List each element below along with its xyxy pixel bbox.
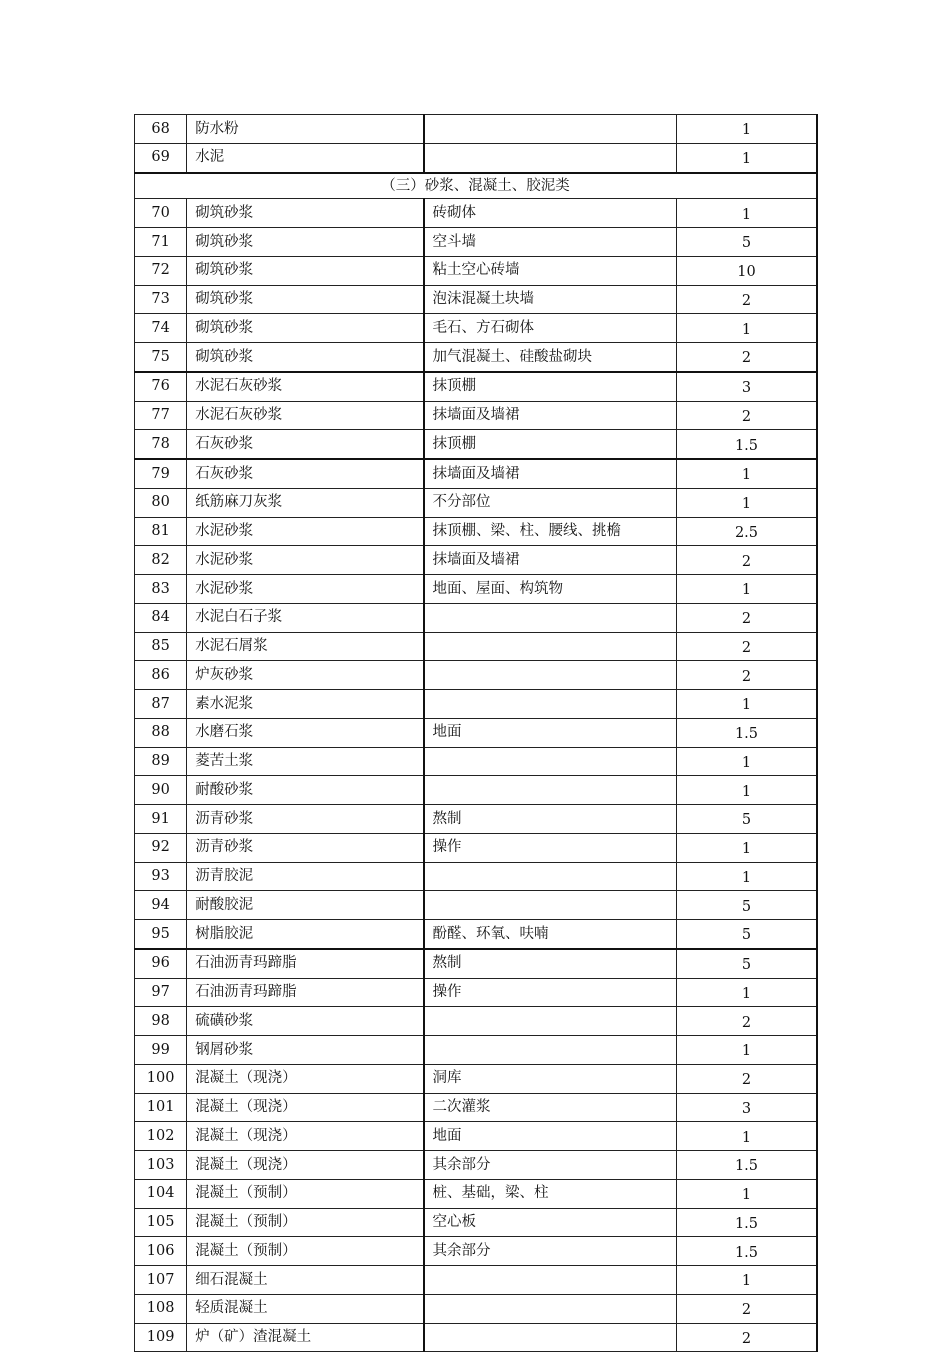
loss-rate-value: 1 — [676, 833, 817, 862]
item-name: 混凝土（现浇） — [187, 1122, 424, 1151]
row-number: 85 — [135, 632, 187, 661]
row-number: 100 — [135, 1064, 187, 1093]
table-row — [135, 1208, 818, 1237]
item-name: 钢屑砂浆 — [187, 1036, 424, 1065]
loss-rate-value: 1 — [676, 314, 817, 343]
item-name: 炉灰砂浆 — [187, 661, 424, 690]
table-row — [135, 372, 818, 401]
row-number: 69 — [135, 143, 187, 172]
item-name: 砌筑砂浆 — [187, 314, 424, 343]
item-name: 素水泥浆 — [187, 690, 424, 719]
row-number: 109 — [135, 1323, 187, 1352]
row-number: 79 — [135, 459, 187, 488]
table-row — [135, 1294, 818, 1323]
item-note: 空心板 — [424, 1208, 677, 1237]
item-name: 石油沥青玛蹄脂 — [187, 978, 424, 1007]
item-name: 纸筋麻刀灰浆 — [187, 488, 424, 517]
table-row — [135, 430, 818, 459]
item-note — [424, 115, 677, 144]
loss-rate-value: 1 — [676, 459, 817, 488]
table-row — [135, 1007, 818, 1036]
item-note — [424, 1294, 677, 1323]
item-note — [424, 632, 677, 661]
loss-rate-value: 2 — [676, 401, 817, 430]
table-row — [135, 833, 818, 862]
item-note: 其余部分 — [424, 1151, 677, 1180]
table-row — [135, 603, 818, 632]
row-number: 92 — [135, 833, 187, 862]
table-row — [135, 1237, 818, 1266]
loss-rate-value: 2 — [676, 285, 817, 314]
item-note: 其余部分 — [424, 1237, 677, 1266]
item-name: 水泥白石子浆 — [187, 603, 424, 632]
item-name: 混凝土（预制） — [187, 1179, 424, 1208]
item-note — [424, 143, 677, 172]
table-row — [135, 459, 818, 488]
item-name: 水泥砂浆 — [187, 546, 424, 575]
loss-rate-value: 1 — [676, 690, 817, 719]
loss-rate-value: 1 — [676, 1179, 817, 1208]
loss-rate-value: 2 — [676, 1323, 817, 1352]
section-title: （三）砂浆、混凝土、胶泥类 — [135, 173, 818, 199]
item-note: 熬制 — [424, 949, 677, 978]
item-name: 沥青砂浆 — [187, 833, 424, 862]
row-number: 88 — [135, 718, 187, 747]
item-note: 抹顶棚 — [424, 430, 677, 459]
table-row — [135, 1093, 818, 1122]
item-note — [424, 1323, 677, 1352]
loss-rate-value: 3 — [676, 372, 817, 401]
item-note — [424, 776, 677, 805]
item-name: 菱苦土浆 — [187, 747, 424, 776]
loss-rate-value: 1.5 — [676, 718, 817, 747]
item-name: 石油沥青玛蹄脂 — [187, 949, 424, 978]
table-body-top — [135, 115, 818, 173]
table-row — [135, 199, 818, 228]
table-row — [135, 256, 818, 285]
row-number: 101 — [135, 1093, 187, 1122]
item-note — [424, 1036, 677, 1065]
item-name: 沥青砂浆 — [187, 805, 424, 834]
loss-rate-value: 1 — [676, 978, 817, 1007]
item-note: 抹墙面及墙裙 — [424, 459, 677, 488]
item-name: 混凝土（预制） — [187, 1237, 424, 1266]
loss-rate-value: 1.5 — [676, 1208, 817, 1237]
row-number: 108 — [135, 1294, 187, 1323]
item-note — [424, 862, 677, 891]
table-row — [135, 1323, 818, 1352]
loss-rate-value: 5 — [676, 949, 817, 978]
item-note: 二次灌浆 — [424, 1093, 677, 1122]
item-name: 石灰砂浆 — [187, 430, 424, 459]
table-row — [135, 632, 818, 661]
table-row — [135, 661, 818, 690]
item-note: 加气混凝土、硅酸盐砌块 — [424, 343, 677, 372]
row-number: 93 — [135, 862, 187, 891]
table-row — [135, 517, 818, 546]
loss-rate-value: 5 — [676, 228, 817, 257]
row-number: 99 — [135, 1036, 187, 1065]
loss-rate-value: 1 — [676, 488, 817, 517]
loss-rate-value: 5 — [676, 805, 817, 834]
row-number: 104 — [135, 1179, 187, 1208]
item-name: 炉（矿）渣混凝土 — [187, 1323, 424, 1352]
item-note: 抹顶棚、梁、柱、腰线、挑檐 — [424, 517, 677, 546]
table-row — [135, 1064, 818, 1093]
item-note: 粘土空心砖墙 — [424, 256, 677, 285]
loss-rate-value: 1.5 — [676, 1237, 817, 1266]
loss-rate-value: 1 — [676, 115, 817, 144]
section-row — [135, 173, 818, 199]
row-number: 95 — [135, 920, 187, 949]
table-row — [135, 285, 818, 314]
row-number: 76 — [135, 372, 187, 401]
table-row — [135, 776, 818, 805]
table-row — [135, 115, 818, 144]
item-name: 硫磺砂浆 — [187, 1007, 424, 1036]
row-number: 71 — [135, 228, 187, 257]
loss-rate-value: 1 — [676, 199, 817, 228]
row-number: 102 — [135, 1122, 187, 1151]
item-note: 不分部位 — [424, 488, 677, 517]
row-number: 73 — [135, 285, 187, 314]
row-number: 81 — [135, 517, 187, 546]
item-name: 砌筑砂浆 — [187, 228, 424, 257]
table-row — [135, 1122, 818, 1151]
loss-rate-value: 1 — [676, 575, 817, 604]
item-note: 桩、基础，梁、柱 — [424, 1179, 677, 1208]
row-number: 82 — [135, 546, 187, 575]
item-name: 砌筑砂浆 — [187, 285, 424, 314]
loss-rate-value: 1.5 — [676, 430, 817, 459]
item-note: 地面 — [424, 718, 677, 747]
item-note: 地面 — [424, 1122, 677, 1151]
loss-rate-value: 2 — [676, 603, 817, 632]
item-note — [424, 1007, 677, 1036]
item-name: 轻质混凝土 — [187, 1294, 424, 1323]
loss-rate-value: 2 — [676, 1007, 817, 1036]
item-note: 抹墙面及墙裙 — [424, 401, 677, 430]
loss-rate-table — [134, 114, 818, 1352]
table-row — [135, 343, 818, 372]
loss-rate-value: 2 — [676, 343, 817, 372]
table-row — [135, 1266, 818, 1295]
item-note: 空斗墙 — [424, 228, 677, 257]
item-note — [424, 603, 677, 632]
item-note: 熬制 — [424, 805, 677, 834]
table-row — [135, 401, 818, 430]
item-name: 砌筑砂浆 — [187, 256, 424, 285]
loss-rate-value: 1 — [676, 1122, 817, 1151]
table-row — [135, 690, 818, 719]
item-name: 混凝土（预制） — [187, 1208, 424, 1237]
table-row — [135, 747, 818, 776]
row-number: 75 — [135, 343, 187, 372]
table-row — [135, 891, 818, 920]
table-row — [135, 1036, 818, 1065]
item-name: 水泥石灰砂浆 — [187, 401, 424, 430]
row-number: 74 — [135, 314, 187, 343]
loss-rate-value: 2 — [676, 1294, 817, 1323]
item-name: 砌筑砂浆 — [187, 199, 424, 228]
loss-rate-value: 5 — [676, 891, 817, 920]
row-number: 86 — [135, 661, 187, 690]
item-name: 沥青胶泥 — [187, 862, 424, 891]
table-row — [135, 575, 818, 604]
row-number: 94 — [135, 891, 187, 920]
table-row — [135, 805, 818, 834]
item-note — [424, 891, 677, 920]
row-number: 70 — [135, 199, 187, 228]
table-row — [135, 228, 818, 257]
row-number: 84 — [135, 603, 187, 632]
loss-rate-value: 1 — [676, 1266, 817, 1295]
item-name: 水泥石灰砂浆 — [187, 372, 424, 401]
row-number: 72 — [135, 256, 187, 285]
item-name: 混凝土（现浇） — [187, 1151, 424, 1180]
loss-rate-value: 2 — [676, 546, 817, 575]
row-number: 105 — [135, 1208, 187, 1237]
item-name: 细石混凝土 — [187, 1266, 424, 1295]
item-note: 抹墙面及墙裙 — [424, 546, 677, 575]
loss-rate-value: 1 — [676, 747, 817, 776]
item-note: 泡沫混凝土块墙 — [424, 285, 677, 314]
row-number: 78 — [135, 430, 187, 459]
row-number: 68 — [135, 115, 187, 144]
row-number: 98 — [135, 1007, 187, 1036]
item-name: 防水粉 — [187, 115, 424, 144]
item-name: 砌筑砂浆 — [187, 343, 424, 372]
row-number: 96 — [135, 949, 187, 978]
loss-rate-value: 3 — [676, 1093, 817, 1122]
table-row — [135, 546, 818, 575]
item-name: 树脂胶泥 — [187, 920, 424, 949]
row-number: 106 — [135, 1237, 187, 1266]
item-note: 酚醛、环氧、呋喃 — [424, 920, 677, 949]
item-note: 抹顶棚 — [424, 372, 677, 401]
loss-rate-value: 2.5 — [676, 517, 817, 546]
item-note — [424, 747, 677, 776]
item-note — [424, 661, 677, 690]
table-row — [135, 488, 818, 517]
item-name: 水泥 — [187, 143, 424, 172]
table-row — [135, 978, 818, 1007]
loss-rate-value: 2 — [676, 1064, 817, 1093]
item-note: 砖砌体 — [424, 199, 677, 228]
row-number: 87 — [135, 690, 187, 719]
item-note: 洞库 — [424, 1064, 677, 1093]
item-name: 耐酸胶泥 — [187, 891, 424, 920]
loss-rate-value: 2 — [676, 632, 817, 661]
item-note: 地面、屋面、构筑物 — [424, 575, 677, 604]
row-number: 89 — [135, 747, 187, 776]
row-number: 80 — [135, 488, 187, 517]
item-note: 操作 — [424, 833, 677, 862]
row-number: 107 — [135, 1266, 187, 1295]
loss-rate-value: 1.5 — [676, 1151, 817, 1180]
item-name: 水泥砂浆 — [187, 575, 424, 604]
loss-rate-value: 10 — [676, 256, 817, 285]
item-name: 水泥砂浆 — [187, 517, 424, 546]
item-name: 混凝土（现浇） — [187, 1093, 424, 1122]
table-row — [135, 143, 818, 172]
item-note — [424, 690, 677, 719]
item-name: 混凝土（现浇） — [187, 1064, 424, 1093]
item-note — [424, 1266, 677, 1295]
loss-rate-value: 1 — [676, 862, 817, 891]
row-number: 90 — [135, 776, 187, 805]
table-row — [135, 314, 818, 343]
row-number: 77 — [135, 401, 187, 430]
loss-rate-value: 1 — [676, 143, 817, 172]
item-name: 水泥石屑浆 — [187, 632, 424, 661]
item-name: 水磨石浆 — [187, 718, 424, 747]
row-number: 91 — [135, 805, 187, 834]
loss-rate-value: 1 — [676, 776, 817, 805]
loss-rate-value: 1 — [676, 1036, 817, 1065]
table-row — [135, 949, 818, 978]
item-note: 操作 — [424, 978, 677, 1007]
item-name: 耐酸砂浆 — [187, 776, 424, 805]
item-name: 石灰砂浆 — [187, 459, 424, 488]
table-body-main — [135, 199, 818, 1352]
table-row — [135, 920, 818, 949]
table-row — [135, 1151, 818, 1180]
row-number: 83 — [135, 575, 187, 604]
loss-rate-value: 2 — [676, 661, 817, 690]
table-row — [135, 862, 818, 891]
table-row — [135, 1179, 818, 1208]
section-header-body — [135, 173, 818, 199]
row-number: 97 — [135, 978, 187, 1007]
table-row — [135, 718, 818, 747]
item-note: 毛石、方石砌体 — [424, 314, 677, 343]
loss-rate-value: 5 — [676, 920, 817, 949]
row-number: 103 — [135, 1151, 187, 1180]
